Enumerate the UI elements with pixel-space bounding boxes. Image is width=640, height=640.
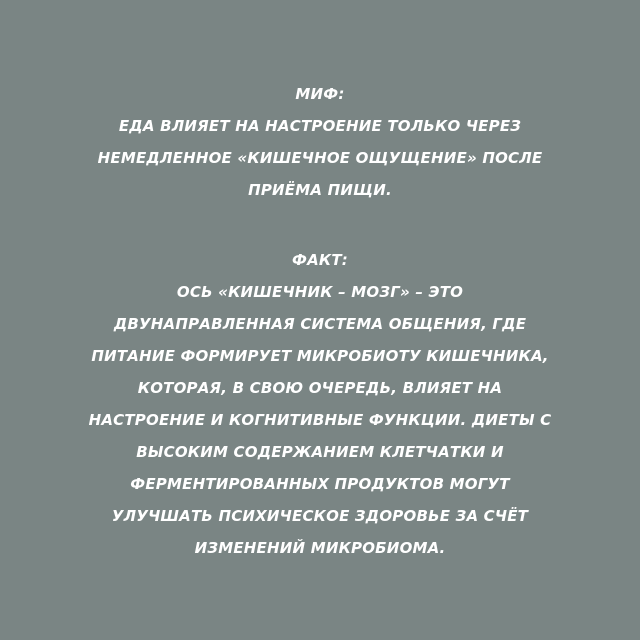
fact-line: НАСТРОЕНИЕ И КОГНИТИВНЫЕ ФУНКЦИИ. ДИЕТЫ С [88, 411, 552, 429]
myth-line: ПРИЁМА ПИЩИ. [248, 181, 392, 199]
myth-heading: МИФ: [295, 85, 345, 103]
fact-line: УЛУЧШАТЬ ПСИХИЧЕСКОЕ ЗДОРОВЬЕ ЗА СЧЁТ [111, 507, 529, 525]
fact-line: ВЫСОКИМ СОДЕРЖАНИЕМ КЛЕТЧАТКИ И [136, 443, 504, 461]
fact-line: ОСЬ «КИШЕЧНИК – МОЗГ» – ЭТО [176, 283, 464, 301]
myth-line: НЕМЕДЛЕННОЕ «КИШЕЧНОЕ ОЩУЩЕНИЕ» ПОСЛЕ [97, 149, 543, 167]
fact-line: КОТОРАЯ, В СВОЮ ОЧЕРЕДЬ, ВЛИЯЕТ НА [137, 379, 503, 397]
myth-section [40, 78, 600, 206]
myth-line: ЕДА ВЛИЯЕТ НА НАСТРОЕНИЕ ТОЛЬКО ЧЕРЕЗ [118, 117, 522, 135]
fact-line: ИЗМЕНЕНИЙ МИКРОБИОМА. [194, 539, 446, 557]
fact-section [40, 244, 600, 564]
fact-heading: ФАКТ: [292, 251, 348, 269]
fact-line: ПИТАНИЕ ФОРМИРУЕТ МИКРОБИОТУ КИШЕЧНИКА, [91, 347, 549, 365]
fact-line: ДВУНАПРАВЛЕННАЯ СИСТЕМА ОБЩЕНИЯ, ГДЕ [113, 315, 527, 333]
fact-line: ФЕРМЕНТИРОВАННЫХ ПРОДУКТОВ МОГУТ [130, 475, 510, 493]
